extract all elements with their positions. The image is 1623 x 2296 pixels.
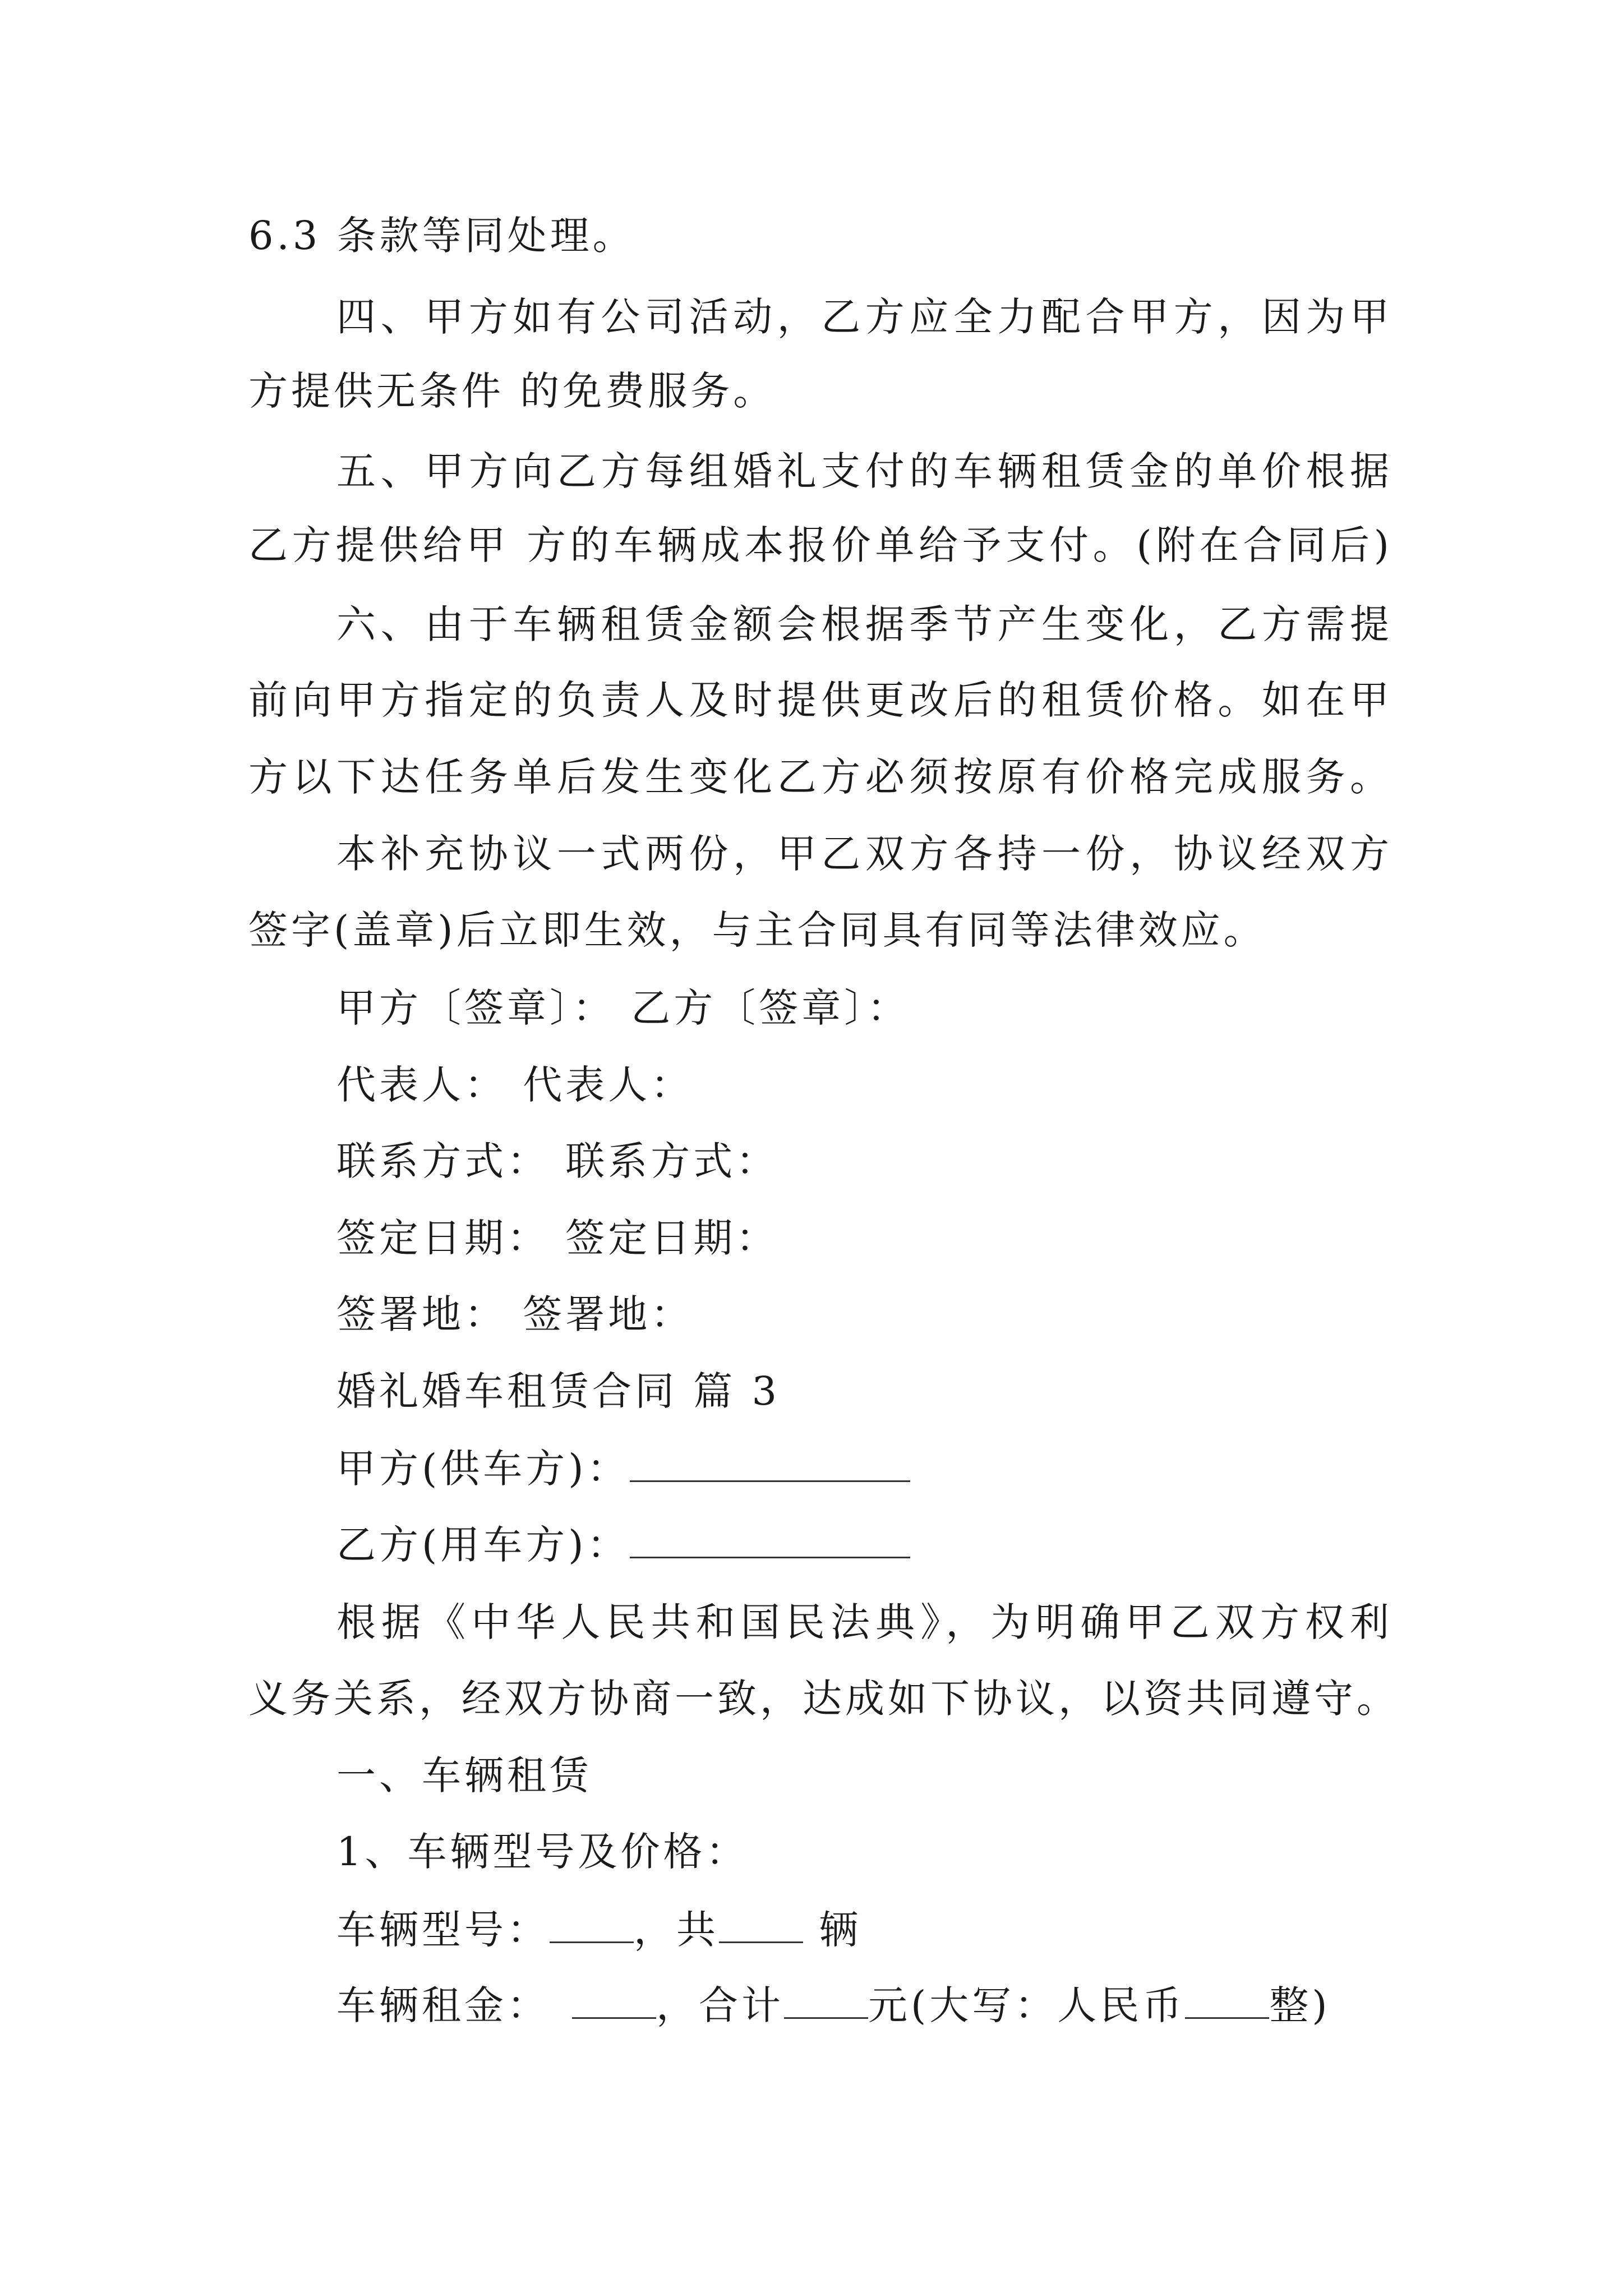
party-a-blank [630, 1446, 910, 1482]
paragraph-line: 根据《中华人民共和国民法典》，为明确甲乙双方权利 [336, 1599, 1393, 1645]
vehicle-count-label: ，共 [634, 1907, 719, 1953]
total-capital-blank [1185, 1982, 1269, 2019]
total-capital-end: 整) [1269, 1982, 1331, 2028]
signing-date-line: 签定日期： 签定日期： [336, 1215, 779, 1261]
paragraph-line: 六、由于车辆租赁金额会根据季节产生变化，乙方需提 [336, 601, 1393, 647]
section-title: 婚礼婚车租赁合同 篇 3 [336, 1368, 781, 1414]
vehicle-model-blank [550, 1907, 634, 1943]
paragraph-line: 前向甲方指定的负责人及时提供更改后的租赁价格。如在甲 [248, 677, 1393, 723]
vehicle-model-line [248, 1902, 1393, 1958]
paragraph-line: 签字(盖章)后立即生效，与主合同具有同等法律效应。 [248, 907, 1266, 953]
vehicle-unit-label: 辆 [803, 1907, 862, 1953]
vehicle-rent-line [248, 1977, 1393, 2033]
total-blank [784, 1982, 868, 2019]
vehicle-rent-blank [572, 1982, 656, 2019]
party-a-line [248, 1441, 1393, 1497]
paragraph-line: 四、甲方如有公司活动，乙方应全力配合甲方，因为甲 [336, 294, 1393, 340]
paragraph-line: 本补充协议一式两份，甲乙双方各持一份，协议经双方 [336, 831, 1393, 877]
text-line: 6.3 条款等同处理。 [248, 213, 635, 259]
total-label: ，合计 [656, 1982, 784, 2028]
vehicle-rent-label: 车辆租金： [336, 1982, 550, 2028]
paragraph-line: 五、甲方向乙方每组婚礼支付的车辆租赁金的单价根据 [336, 448, 1393, 494]
paragraph-line: 方以下达任务单后发生变化乙方必须按原有价格完成服务。 [248, 754, 1393, 800]
vehicle-count-blank [719, 1907, 803, 1943]
paragraph-line: 义务关系，经双方协商一致，达成如下协议，以资共同遵守。 [248, 1676, 1399, 1722]
party-b-line [248, 1517, 1393, 1573]
section-heading: 一、车辆租赁 [336, 1752, 592, 1798]
paragraph-line: 乙方提供给甲 方的车辆成本报价单给予支付。(附在合同后) [248, 522, 1393, 568]
contact-line: 联系方式： 联系方式： [336, 1138, 779, 1184]
total-capital-label: 元(大写：人民币 [868, 1982, 1186, 2028]
paragraph-line: 方提供无条件 的免费服务。 [248, 368, 776, 414]
party-b-label: 乙方(用车方)： [336, 1522, 630, 1568]
party-a-label: 甲方(供车方)： [336, 1446, 630, 1492]
subsection-heading: 1、车辆型号及价格： [336, 1829, 749, 1875]
signing-place-line: 签署地： 签署地： [336, 1291, 694, 1337]
party-b-blank [630, 1522, 910, 1558]
representative-line: 代表人： 代表人： [336, 1062, 694, 1108]
vehicle-model-label: 车辆型号： [336, 1907, 550, 1953]
signature-line: 甲方〔签章〕： 乙方〔签章〕： [336, 985, 910, 1031]
